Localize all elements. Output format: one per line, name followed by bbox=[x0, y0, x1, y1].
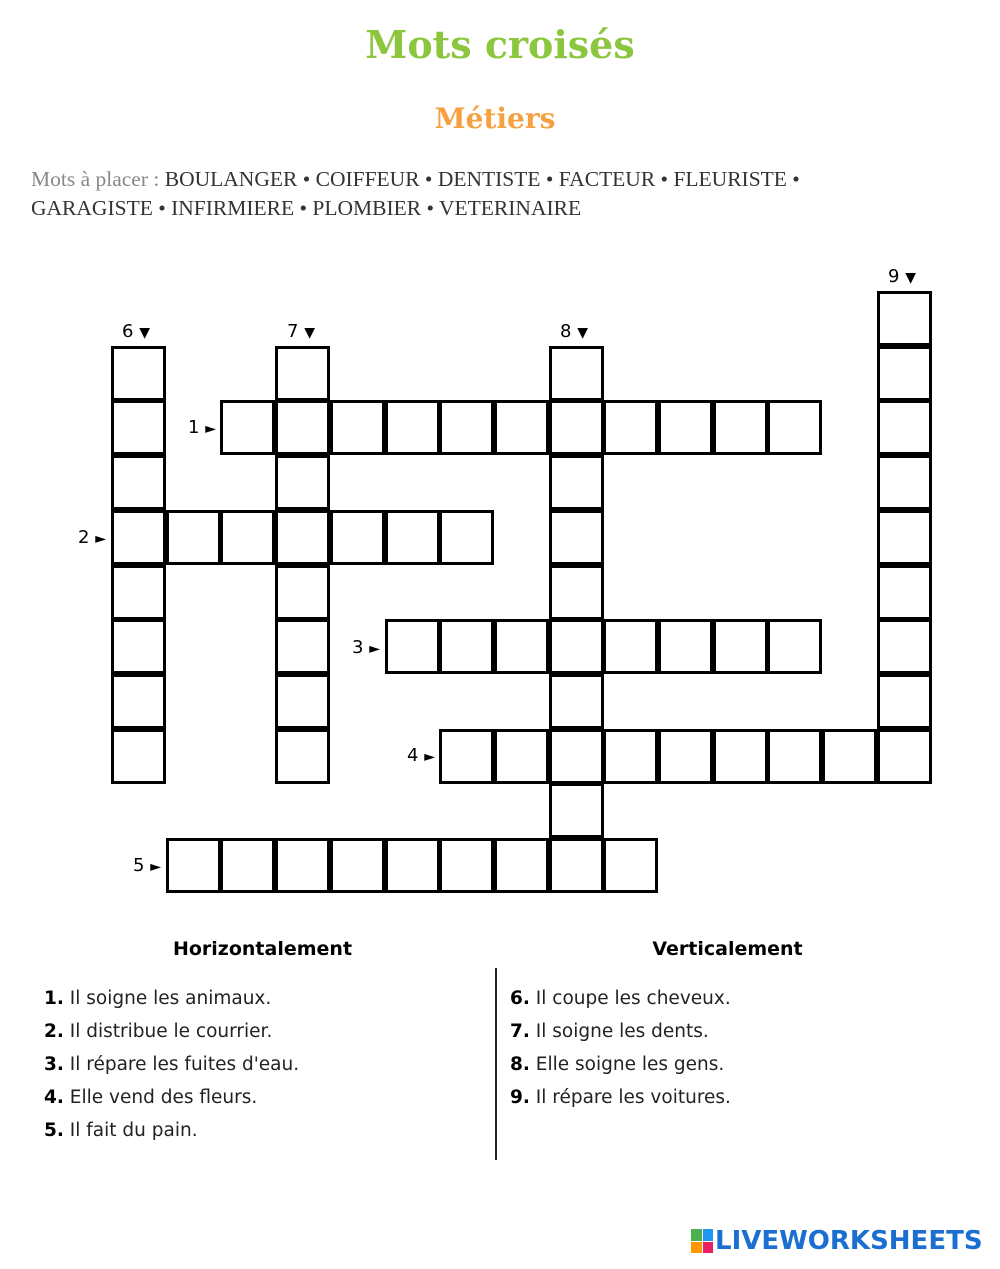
grid-cell[interactable] bbox=[877, 291, 932, 346]
word-bank bbox=[31, 165, 931, 223]
clue-marker-3: 3 ► bbox=[352, 637, 380, 658]
grid-cell[interactable] bbox=[603, 400, 658, 455]
grid-cell[interactable] bbox=[111, 346, 166, 401]
grid-cell[interactable] bbox=[877, 400, 932, 455]
grid-cell[interactable] bbox=[549, 565, 604, 620]
grid-cell[interactable] bbox=[494, 729, 549, 784]
grid-cell[interactable] bbox=[822, 729, 877, 784]
grid-cell[interactable] bbox=[111, 455, 166, 510]
grid-cell[interactable] bbox=[330, 400, 385, 455]
across-clue-list bbox=[44, 988, 299, 1153]
grid-cell[interactable] bbox=[713, 619, 768, 674]
grid-cell[interactable] bbox=[439, 400, 494, 455]
grid-cell[interactable] bbox=[658, 400, 713, 455]
grid-cell[interactable] bbox=[549, 674, 604, 729]
grid-cell[interactable] bbox=[877, 565, 932, 620]
grid-cell[interactable] bbox=[439, 729, 494, 784]
grid-cell[interactable] bbox=[111, 565, 166, 620]
grid-cell[interactable] bbox=[767, 729, 822, 784]
grid-cell[interactable] bbox=[275, 565, 330, 620]
grid-cell[interactable] bbox=[494, 400, 549, 455]
down-heading: Verticalement bbox=[652, 938, 803, 960]
grid-cell[interactable] bbox=[549, 783, 604, 838]
across-clue-item: 5. Il fait du pain. bbox=[44, 1120, 198, 1141]
grid-cell[interactable] bbox=[385, 619, 440, 674]
across-clue-item: 4. Elle vend des fleurs. bbox=[44, 1087, 258, 1108]
grid-cell[interactable] bbox=[275, 838, 330, 893]
grid-cell[interactable] bbox=[220, 510, 275, 565]
page-subtitle: Métiers bbox=[434, 102, 556, 135]
grid-cell[interactable] bbox=[439, 838, 494, 893]
liveworksheets-logo-icon bbox=[691, 1229, 713, 1253]
word-bank-line-1: BOULANGER • COIFFEUR • DENTISTE • FACTEUR • FLEURISTE • bbox=[164, 167, 800, 191]
grid-cell[interactable] bbox=[767, 619, 822, 674]
down-clue-item: 8. Elle soigne les gens. bbox=[510, 1054, 725, 1075]
grid-cell[interactable] bbox=[877, 729, 932, 784]
grid-cell[interactable] bbox=[275, 729, 330, 784]
word-bank-line-2: GARAGISTE • INFIRMIERE • PLOMBIER • VETERINAIRE bbox=[31, 196, 582, 220]
grid-cell[interactable] bbox=[603, 729, 658, 784]
grid-cell[interactable] bbox=[549, 619, 604, 674]
grid-cell[interactable] bbox=[439, 510, 494, 565]
grid-cell[interactable] bbox=[658, 619, 713, 674]
grid-cell[interactable] bbox=[275, 619, 330, 674]
grid-cell[interactable] bbox=[275, 455, 330, 510]
grid-cell[interactable] bbox=[275, 510, 330, 565]
clue-marker-9: 9 ▼ bbox=[888, 266, 916, 287]
grid-cell[interactable] bbox=[713, 400, 768, 455]
grid-cell[interactable] bbox=[385, 838, 440, 893]
grid-cell[interactable] bbox=[713, 729, 768, 784]
grid-cell[interactable] bbox=[166, 838, 221, 893]
grid-cell[interactable] bbox=[111, 619, 166, 674]
column-divider bbox=[495, 968, 497, 1160]
grid-cell[interactable] bbox=[275, 346, 330, 401]
grid-cell[interactable] bbox=[166, 510, 221, 565]
grid-cell[interactable] bbox=[494, 619, 549, 674]
grid-cell[interactable] bbox=[658, 729, 713, 784]
across-heading: Horizontalement bbox=[172, 938, 353, 960]
grid-cell[interactable] bbox=[220, 400, 275, 455]
across-clue-item: 3. Il répare les fuites d'eau. bbox=[44, 1054, 300, 1075]
clue-marker-6: 6 ▼ bbox=[122, 321, 150, 342]
grid-cell[interactable] bbox=[549, 510, 604, 565]
grid-cell[interactable] bbox=[877, 346, 932, 401]
grid-cell[interactable] bbox=[549, 346, 604, 401]
word-bank-label: Mots à placer : bbox=[31, 167, 160, 191]
grid-cell[interactable] bbox=[275, 674, 330, 729]
down-clue-item: 9. Il répare les voitures. bbox=[510, 1087, 731, 1108]
grid-cell[interactable] bbox=[385, 510, 440, 565]
grid-cell[interactable] bbox=[877, 674, 932, 729]
across-clue-item: 2. Il distribue le courrier. bbox=[44, 1021, 273, 1042]
grid-cell[interactable] bbox=[111, 729, 166, 784]
grid-cell[interactable] bbox=[111, 674, 166, 729]
grid-cell[interactable] bbox=[494, 838, 549, 893]
down-clue-item: 7. Il soigne les dents. bbox=[510, 1021, 709, 1042]
clue-marker-8: 8 ▼ bbox=[560, 321, 588, 342]
grid-cell[interactable] bbox=[439, 619, 494, 674]
grid-cell[interactable] bbox=[275, 400, 330, 455]
grid-cell[interactable] bbox=[330, 510, 385, 565]
grid-cell[interactable] bbox=[767, 400, 822, 455]
grid-cell[interactable] bbox=[111, 400, 166, 455]
grid-cell[interactable] bbox=[549, 400, 604, 455]
clue-marker-4: 4 ► bbox=[407, 745, 435, 766]
page-title: Mots croisés bbox=[365, 22, 635, 67]
grid-cell[interactable] bbox=[220, 838, 275, 893]
grid-cell[interactable] bbox=[877, 455, 932, 510]
clue-marker-5: 5 ► bbox=[133, 855, 161, 876]
clue-marker-1: 1 ► bbox=[188, 417, 216, 438]
liveworksheets-wordmark: LIVEWORKSHEETS bbox=[715, 1226, 983, 1256]
grid-cell[interactable] bbox=[549, 729, 604, 784]
grid-cell[interactable] bbox=[385, 400, 440, 455]
grid-cell[interactable] bbox=[877, 619, 932, 674]
across-clue-item: 1. Il soigne les animaux. bbox=[44, 988, 272, 1009]
clue-marker-7: 7 ▼ bbox=[287, 321, 315, 342]
down-clue-list bbox=[510, 988, 731, 1120]
grid-cell[interactable] bbox=[111, 510, 166, 565]
down-clue-item: 6. Il coupe les cheveux. bbox=[510, 988, 731, 1009]
grid-cell[interactable] bbox=[549, 838, 604, 893]
grid-cell[interactable] bbox=[603, 838, 658, 893]
grid-cell[interactable] bbox=[330, 838, 385, 893]
liveworksheets-brand bbox=[691, 1226, 983, 1256]
grid-cell[interactable] bbox=[549, 455, 604, 510]
grid-cell[interactable] bbox=[877, 510, 932, 565]
grid-cell[interactable] bbox=[603, 619, 658, 674]
clue-marker-2: 2 ► bbox=[78, 527, 106, 548]
